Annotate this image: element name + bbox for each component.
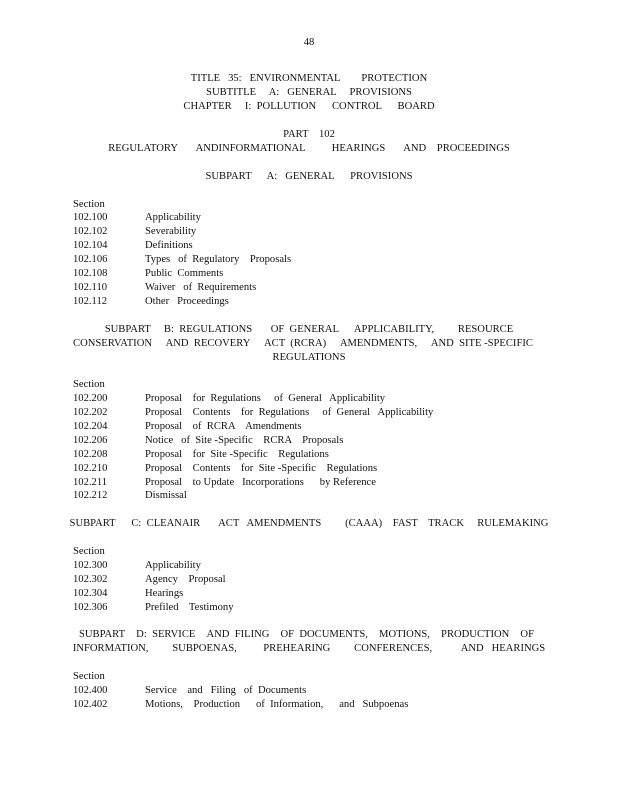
- section-label: Section: [73, 671, 105, 682]
- section-title: Other Proceedings: [145, 296, 229, 307]
- section-number: 102.108: [73, 268, 108, 279]
- section-title: Notice of Site -Specific RCRA Proposals: [145, 435, 344, 446]
- section-number: 102.210: [73, 463, 108, 474]
- section-title: Types of Regulatory Proposals: [145, 254, 292, 265]
- heading-word: CONSERVATION: [73, 338, 153, 349]
- section-title: Proposal Contents for Regulations of General Applicability: [145, 407, 434, 418]
- subpart-c-heading: SUBPART C: CLEANAIR ACT AMENDMENTS (CAAA) FAST TRACK RULEMAKING: [69, 518, 549, 529]
- section-label: Section: [73, 546, 105, 557]
- section-number: 102.204: [73, 421, 108, 432]
- section-number: 102.104: [73, 240, 108, 251]
- section-title: Applicability: [145, 212, 201, 223]
- part-number: PART 102: [283, 129, 335, 140]
- subpart-d-heading-line2: INFORMATION, SUBPOENAS, PREHEARING CONFERENCES, AND HEARINGS: [72, 643, 546, 654]
- section-number: 102.100: [73, 212, 108, 223]
- section-number: 102.202: [73, 407, 108, 418]
- section-title: Proposal for Regulations of General Applicability: [145, 393, 386, 404]
- subpart-d-heading-line1: [79, 628, 534, 642]
- heading-word: AND FILING: [206, 629, 270, 640]
- section-title: Proposal for Site -Specific Regulations: [145, 449, 329, 460]
- section-title: Motions, Production of Information, and Subpoenas: [145, 699, 409, 710]
- heading-word: D: SERVICE: [136, 629, 196, 640]
- subpart-b-heading-line3: REGULATIONS: [272, 352, 346, 363]
- section-title: Public Comments: [145, 268, 224, 279]
- section-number: 102.400: [73, 685, 108, 696]
- section-number: 102.304: [73, 588, 108, 599]
- heading-word: ACT (RCRA): [264, 338, 327, 349]
- section-number: 102.110: [73, 282, 108, 293]
- section-number: 102.302: [73, 574, 108, 585]
- section-number: 102.208: [73, 449, 108, 460]
- section-title: Dismissal: [145, 490, 187, 501]
- section-title: Proposal Contents for Site -Specific Regulations: [145, 463, 378, 474]
- heading-word: AND RECOVERY: [165, 338, 251, 349]
- heading-word: AND SITE -SPECIFIC: [430, 338, 533, 349]
- section-title: Proposal to Update Incorporations by Reference: [145, 477, 376, 488]
- title-heading: TITLE 35: ENVIRONMENTAL PROTECTION: [190, 73, 428, 84]
- heading-word: AMENDMENTS,: [339, 338, 418, 349]
- section-number: 102.211: [73, 477, 108, 488]
- section-title: Proposal of RCRA Amendments: [145, 421, 302, 432]
- section-number: 102.206: [73, 435, 108, 446]
- section-title: Service and Filing of Documents: [145, 685, 307, 696]
- section-title: Hearings: [145, 588, 184, 599]
- heading-word: PRODUCTION: [441, 629, 510, 640]
- section-title: Agency Proposal: [145, 574, 226, 585]
- section-title: Applicability: [145, 560, 201, 571]
- subpart-b-heading-line1: SUBPART B: REGULATIONS OF GENERAL APPLICABILITY, RESOURCE: [104, 324, 514, 335]
- section-title: Waiver of Requirements: [145, 282, 257, 293]
- section-label: Section: [73, 199, 105, 210]
- section-title: Prefiled Testimony: [145, 602, 234, 613]
- section-number: 102.102: [73, 226, 108, 237]
- part-name: REGULATORY ANDINFORMATIONAL HEARINGS AND PROCEEDINGS: [108, 143, 510, 154]
- section-number: 102.212: [73, 490, 108, 501]
- section-number: 102.300: [73, 560, 108, 571]
- heading-word: OF DOCUMENTS,: [280, 629, 368, 640]
- heading-word: OF: [520, 629, 534, 640]
- section-number: 102.106: [73, 254, 108, 265]
- subtitle-heading: SUBTITLE A: GENERAL PROVISIONS: [206, 87, 412, 98]
- section-number: 102.200: [73, 393, 108, 404]
- heading-word: MOTIONS,: [379, 629, 430, 640]
- section-number: 102.306: [73, 602, 108, 613]
- section-label: Section: [73, 379, 105, 390]
- page-number: 48: [303, 37, 315, 48]
- chapter-heading: CHAPTER I: POLLUTION CONTROL BOARD: [183, 101, 435, 112]
- section-title: Severability: [145, 226, 197, 237]
- subpart-a-heading: SUBPART A: GENERAL PROVISIONS: [205, 171, 413, 182]
- section-title: Definitions: [145, 240, 193, 251]
- section-number: 102.112: [73, 296, 108, 307]
- subpart-b-heading-line2: [73, 337, 533, 351]
- heading-word: SUBPART: [79, 629, 126, 640]
- section-number: 102.402: [73, 699, 108, 710]
